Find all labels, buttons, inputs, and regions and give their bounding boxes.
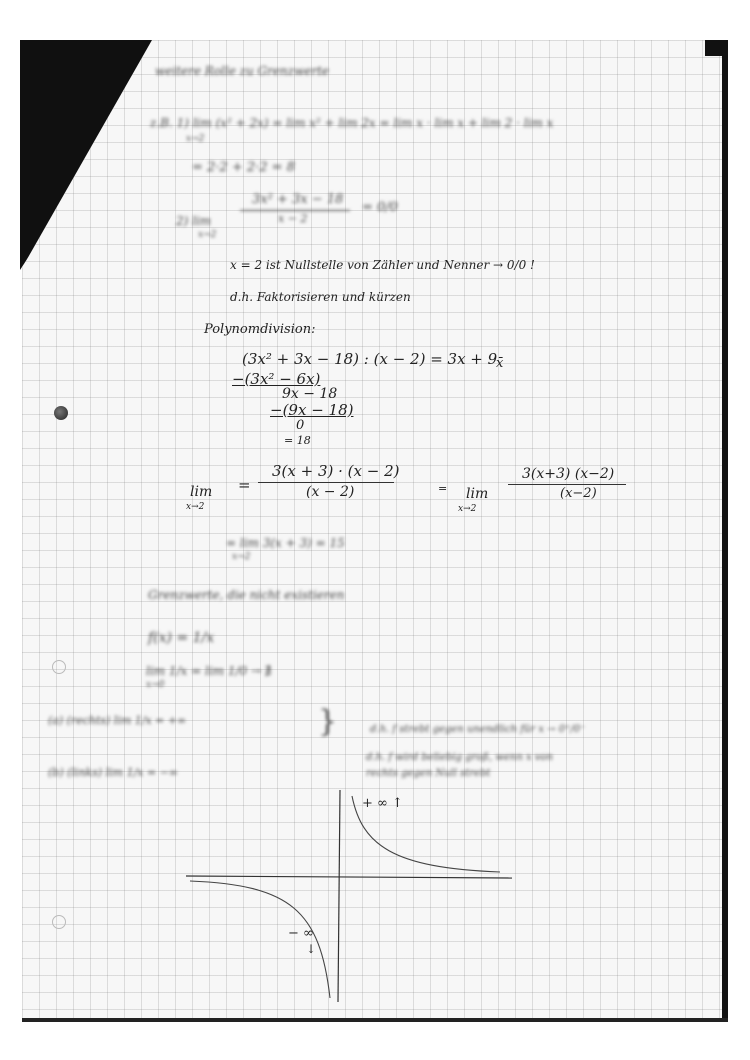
blurred-lim-word: 2) lim (176, 214, 212, 228)
blurred-section-heading: Grenzwerte, die nicht existieren (148, 588, 345, 602)
blurred-brace: } (318, 704, 338, 739)
remark-factorize: d.h. Faktorisieren und kürzen (230, 290, 411, 304)
fraction-numerator-2: 3(x+3) (x−2) (522, 466, 615, 482)
blurred-note-3: rechts gegen Null strebt (366, 768, 491, 779)
blurred-simplified-limit: = lim 3(x + 3) = 15 (226, 536, 345, 550)
y-axis (338, 790, 340, 1002)
equals-sign: = (238, 476, 251, 494)
division-note: = 18 (284, 434, 311, 447)
lim-word-left: lim (190, 484, 213, 500)
blurred-lim-subscript: x→0 (146, 680, 165, 690)
blurred-right-limit: (a) (rechts) lim 1/x = +∞ (48, 714, 187, 727)
division-mark: x̄ (496, 356, 504, 371)
lim-subscript-right: x→2 (458, 504, 477, 514)
blurred-lim-subscript: x→2 (186, 134, 205, 144)
division-line: (3x² + 3x − 18) : (x − 2) = 3x + 9 (242, 350, 498, 368)
division-step-subtract-2: −(9x − 18) (270, 401, 354, 419)
lim-word-right: lim (466, 486, 489, 502)
blurred-note-1: d.h. f strebt gegen unendlich für x → 0⁺/0⁻ (370, 724, 586, 735)
down-arrow-icon: ↓ (306, 942, 317, 956)
blurred-lim-subscript: x→2 (198, 230, 217, 240)
x-axis (186, 876, 512, 878)
equals-sign-2: = (438, 482, 448, 495)
polynomial-division-title: Polynomdivision: (204, 322, 316, 337)
division-remainder-zero: 0 (296, 418, 305, 433)
blurred-fraction-denominator: x − 2 (278, 212, 308, 225)
fraction-denominator-2: (x−2) (560, 486, 597, 501)
blurred-function-definition: f(x) = 1/x (148, 630, 215, 646)
blurred-heading: weitere Rolle zu Grenzwerte (155, 64, 330, 78)
lim-subscript-left: x→2 (186, 502, 205, 512)
blurred-result-line: = 2·2 + 2·2 = 8 (192, 160, 295, 175)
division-step-subtract: −(3x² − 6x) (232, 370, 321, 388)
division-step-remainder: 9x − 18 (282, 386, 338, 402)
fraction-numerator-1: 3(x + 3) · (x − 2) (272, 462, 400, 480)
plus-infinity-label: + ∞ ↑ (362, 796, 403, 811)
fraction-denominator-1: (x − 2) (306, 484, 355, 500)
blurred-example-line: z.B. 1) lim (x² + 2x) = lim x² + lim 2x = lim x · lim x + lim 2 · lim x (150, 116, 554, 130)
blurred-zero-over-zero: = 0/0 (362, 200, 398, 215)
blurred-note-2: d.h. f wird beliebig groß, wenn x von (366, 752, 553, 763)
blurred-left-limit: (b) (links) lim 1/x = −∞ (48, 766, 179, 779)
remark-zero-of-numerator-and-denominator: x = 2 ist Nullstelle von Zähler und Nenner → 0/0 ! (230, 258, 535, 272)
blurred-limit-row: lim 1/x = lim 1/0 → ∄ (146, 664, 272, 678)
blurred-lim-subscript: x→2 (232, 552, 251, 562)
minus-infinity-label: − ∞ (288, 926, 314, 941)
blurred-fraction-numerator: 3x² + 3x − 18 (252, 192, 344, 207)
